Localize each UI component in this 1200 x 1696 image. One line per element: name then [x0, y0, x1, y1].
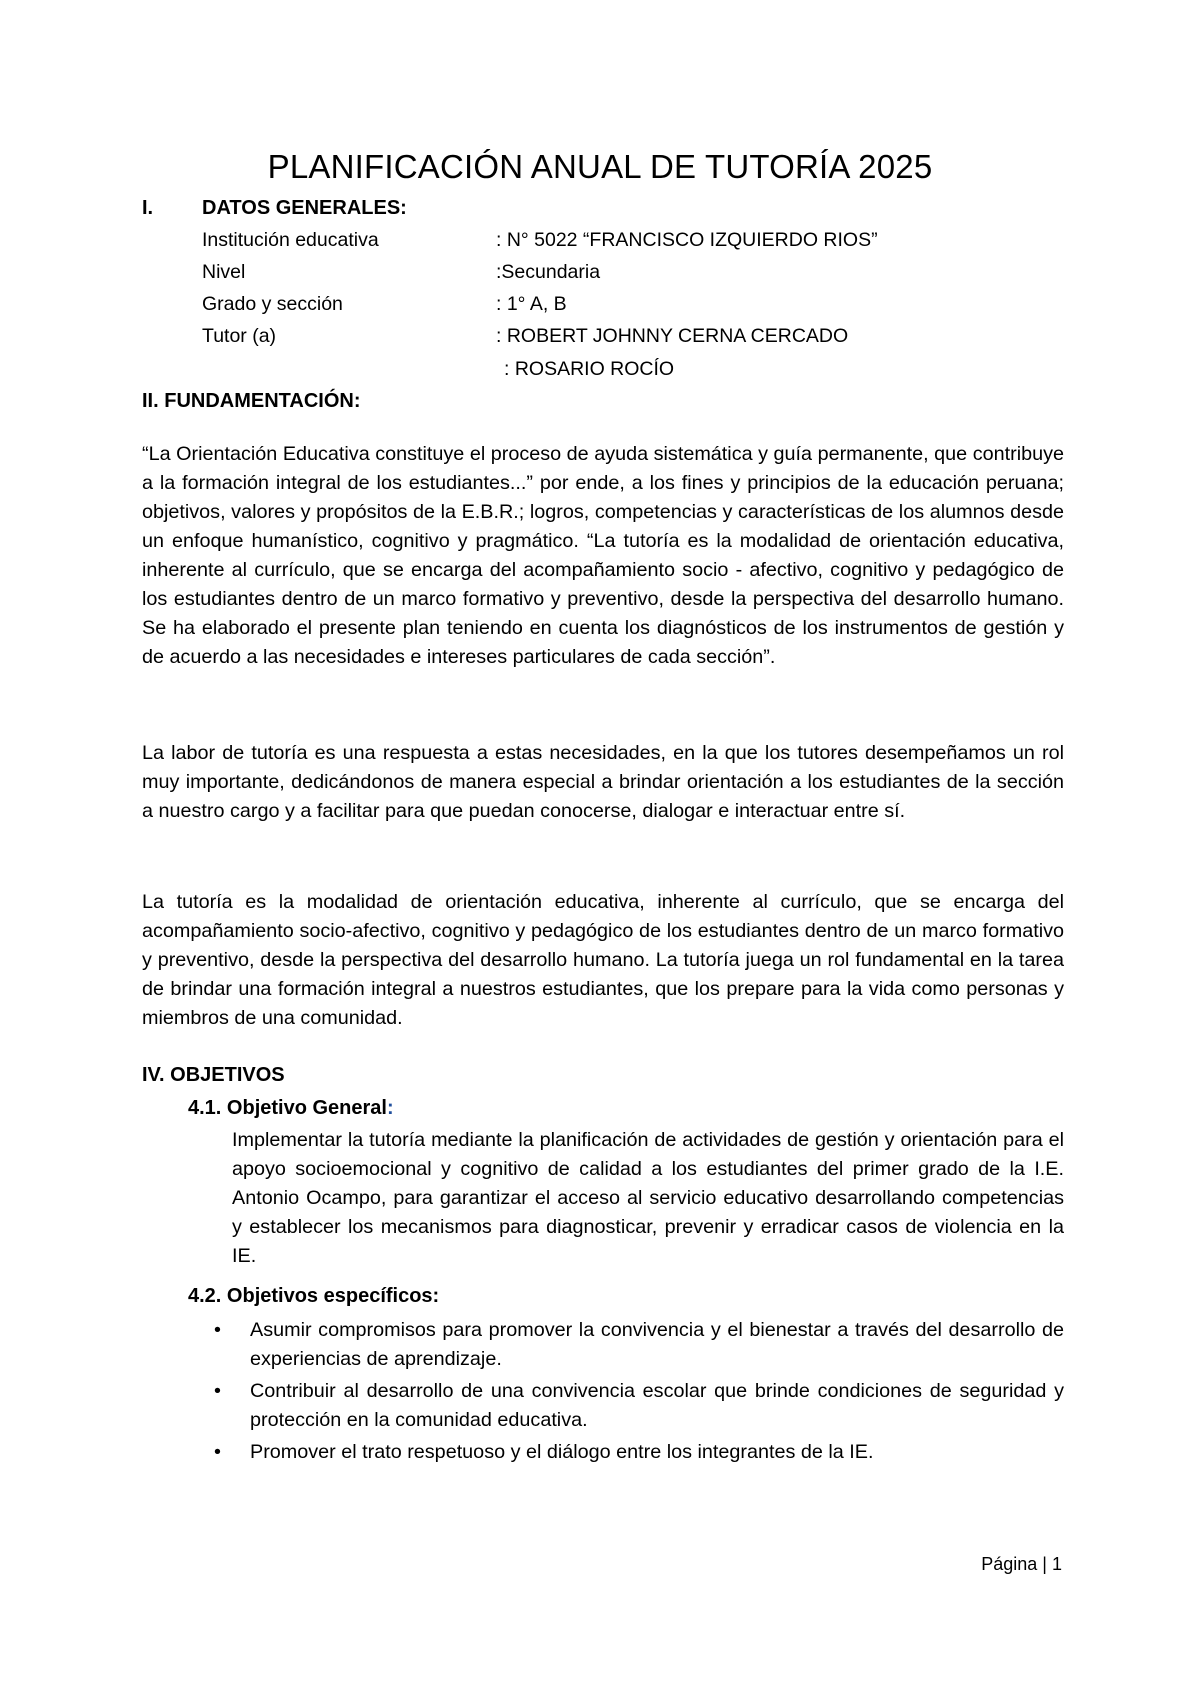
bullet-icon: • [214, 1441, 221, 1463]
general-objective-heading [188, 1097, 394, 1120]
specific-objective-text: Asumir compromisos para promover la convivencia y el bienestar a través del desarrollo de experiencias de aprendizaje. [250, 1319, 1064, 1370]
tutor-value-1: : ROBERT JOHNNY CERNA CERCADO [496, 325, 849, 347]
grade-value: : 1° A, B [496, 293, 567, 315]
fundamentation-paragraph-3: La tutoría es la modalidad de orientación educativa, inherente al currículo, que se encarga del acompañamiento socio-afectivo, cognitivo y pedagógico de los estudiantes dentro de un marco formativo y preventivo, desde la perspectiva del desarrollo humano. La tutoría juega un rol fundamental en la tarea de brindar una formación integral a nuestros estudiantes, que los prepare para la vida como personas y miembros de una comunidad. [142, 891, 1064, 1029]
bullet-icon: • [214, 1380, 221, 1402]
section-1-number: I. [142, 197, 154, 219]
general-objective-number: 4.1. [188, 1097, 222, 1119]
general-objective-text: Implementar la tutoría mediante la planificación de actividades de gestión y orientación para el apoyo socioemocional y cognitivo de calidad a los estudiantes del primer grado de la I.E. Antonio Ocampo, para garantizar el acceso al servicio educativo desarrollando competencias y establecer los mecanismos para diagnosticar, prevenir y erradicar casos de violencia en la IE. [232, 1129, 1064, 1267]
level-value: :Secundaria [496, 261, 601, 283]
list-item [202, 1377, 1064, 1435]
grade-label: Grado y sección [202, 293, 343, 315]
institution-value: : N° 5022 “FRANCISCO IZQUIERDO RIOS” [496, 229, 878, 251]
tutor-label: Tutor (a) [202, 325, 277, 347]
page-separator: | [1042, 1554, 1047, 1574]
page-label: Página [981, 1554, 1038, 1574]
specific-objectives-heading: 4.2. Objetivos específicos: [188, 1285, 440, 1307]
specific-objective-text: Contribuir al desarrollo de una convivencia escolar que brinde condiciones de seguridad y protección en la comunidad educativa. [250, 1380, 1064, 1431]
general-objective-title: Objetivo General [226, 1097, 387, 1119]
list-item [202, 1316, 1064, 1374]
section-2-heading: II. FUNDAMENTACIÓN: [142, 390, 361, 412]
institution-label: Institución educativa [202, 229, 379, 251]
fundamentation-paragraph-2: La labor de tutoría es una respuesta a estas necesidades, en la que los tutores desempeñamos un rol muy importante, dedicándonos de manera especial a brindar orientación a los estudiantes de la sección a nuestro cargo y a facilitar para que puedan conocerse, dialogar e interactuar entre sí. [142, 742, 1064, 822]
section-1-heading: DATOS GENERALES: [202, 197, 407, 219]
section-4-heading: IV. OBJETIVOS [142, 1064, 285, 1086]
general-objective-colon: : [386, 1097, 394, 1119]
page-footer [981, 1554, 1062, 1575]
tutor-value-2: : ROSARIO ROCÍO [504, 358, 675, 380]
page-number: 1 [1051, 1554, 1062, 1574]
fundamentation-paragraph-1: “La Orientación Educativa constituye el proceso de ayuda sistemática y guía permanente, que contribuye a la formación integral de los estudiantes...” por ende, a los fines y principios de la educación peruana; objetivos, valores y propósitos de la E.B.R.; logros, competencias y características de los alumnos desde un enfoque humanístico, cognitivo y pragmático. “La tutoría es la modalidad de orientación educativa, inherente al currículo, que se encarga del acompañamiento socio - afectivo, cognitivo y pedagógico de los estudiantes dentro de un marco formativo y preventivo, desde la perspectiva del desarrollo humano. Se ha elaborado el presente plan teniendo en cuenta los diagnósticos de los instrumentos de gestión y de acuerdo a las necesidades e intereses particulares de cada sección”. [142, 443, 1064, 668]
bullet-icon: • [214, 1319, 221, 1341]
list-item [202, 1438, 1064, 1467]
specific-objective-text: Promover el trato respetuoso y el diálogo entre los integrantes de la IE. [250, 1441, 874, 1463]
level-label: Nivel [202, 261, 246, 283]
specific-objectives-list [202, 1316, 1064, 1470]
document-title: PLANIFICACIÓN ANUAL DE TUTORÍA 2025 [267, 148, 933, 185]
